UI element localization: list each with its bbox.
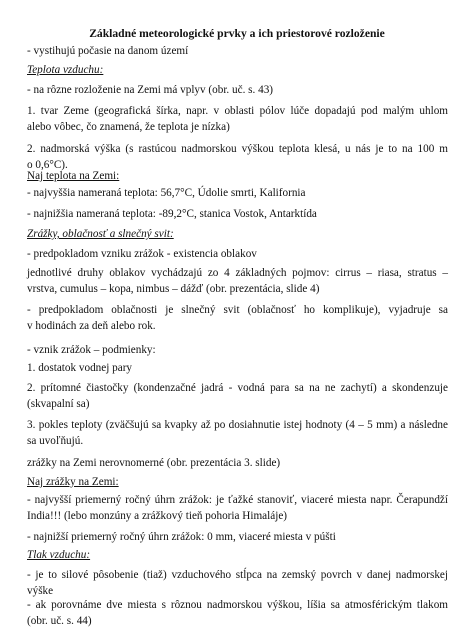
podmienka-3-line-1: 3. pokles teploty (zväčšujú sa kvapky až po dosiahnutie istej hodnoty (4 – 5 mm) a následne [27,419,448,431]
zrazky-nerovnomerne: zrážky na Zemi nerovnomerné (obr. prezentácia 3. slide) [27,457,281,469]
tlak-porovnanie-line-1: - ak porovnáme dve miesta s rôznou nadmorskou výškou, líšia sa atmosférickým tlakom [27,599,448,611]
tlak-porovnanie-line-2: (obr. uč. s. 44) [27,614,92,627]
teplota-item-1-line-1: 1. tvar Zeme (geografická šírka, napr. v oblasti pólov lúče dopadajú pod malým uhlom [27,105,448,117]
teplota-item-2-line-1: 2. nadmorská výška (s rastúcou nadmorskou výškou teplota klesá, u nás je to na 100 m [27,143,448,155]
heading-naj-zrazky: Naj zrážky na Zemi: [27,476,119,488]
zrazky-vznik: - vznik zrážok – podmienky: [27,344,156,356]
teplota-line: - na rôzne rozloženie na Zemi má vplyv (obr. uč. s. 43) [27,84,274,96]
naj-zrazky-max [27,493,448,524]
zrazky-predpoklad: - predpokladom vzniku zrážok - existencia oblakov [27,248,257,260]
tlak-sila-line-1: - je to silové pôsobenie (tiaž) vzduchového stĺpca na zemský povrch v danej nadmorskej [27,569,448,581]
zrazky-podmienka-2 [27,381,448,412]
zrazky-druhy-oblakov [27,266,448,297]
druhy-oblakov-line-1: jednotlivé druhy oblakov vychádzajú zo 4 základných pojmov: cirrus – riasa, stratus – [27,267,448,279]
naj-zrazky-max-line-1: - najvyšší priemerný ročný úhrn zrážok: je ťažké stanoviť, viaceré miesta napr. Čerapundží [27,494,448,506]
heading-zrazky: Zrážky, oblačnosť a slnečný svit: [27,228,174,240]
druhy-oblakov-line-2: vrstva, cumulus – kopa, nimbus – dážď (obr. prezentácia, slide 4) [27,282,320,295]
tlak-sila-line-2: výške [27,584,54,597]
zrazky-podmienka-1: 1. dostatok vodnej pary [27,362,133,374]
zrazky-oblacnost [27,303,448,334]
tlak-sila [27,568,448,599]
document-title: Základné meteorologické prvky a ich priestorové rozloženie [89,27,385,40]
naj-teplota-max: - najvyššia nameraná teplota: 56,7°C, Údolie smrti, Kalifornia [27,187,306,199]
naj-zrazky-min: - najnižší priemerný ročný úhrn zrážok: 0 mm, viaceré miesta v púšti [27,531,336,543]
tlak-porovnanie [27,598,448,629]
teplota-item-1 [27,104,448,135]
naj-zrazky-max-line-2: India!!! (lebo monzúny a zrážkový tieň pohoria Himaláje) [27,509,288,522]
intro-line: - vystihujú počasie na danom území [27,45,189,57]
podmienka-2-line-2: (skvapalní sa) [27,397,90,410]
heading-teplota-vzduchu: Teplota vzduchu: [27,64,104,76]
oblacnost-line-1: - predpokladom oblačnosti je slnečný svit (oblačnosť ho komplikuje), vyjadruje sa [27,304,448,316]
naj-teplota-min: - najnižšia nameraná teplota: -89,2°C, stanica Vostok, Antarktída [27,208,317,220]
teplota-item-2-line-2: o 0,6°C). [27,158,68,171]
podmienka-2-line-1: 2. prítomné čiastočky (kondenzačné jadrá - vodná para sa na ne zachytí) a skondenzuje [27,382,448,394]
heading-naj-teplota: Naj teplota na Zemi: [27,170,120,182]
teplota-item-1-line-2: alebo vôbec, čo znamená, že teplota je nízka) [27,120,230,133]
zrazky-podmienka-3 [27,418,448,449]
heading-tlak-vzduchu: Tlak vzduchu: [27,549,91,561]
oblacnost-line-2: v hodinách za deň alebo rok. [27,319,156,332]
podmienka-3-line-2: sa uvoľňujú. [27,434,84,447]
